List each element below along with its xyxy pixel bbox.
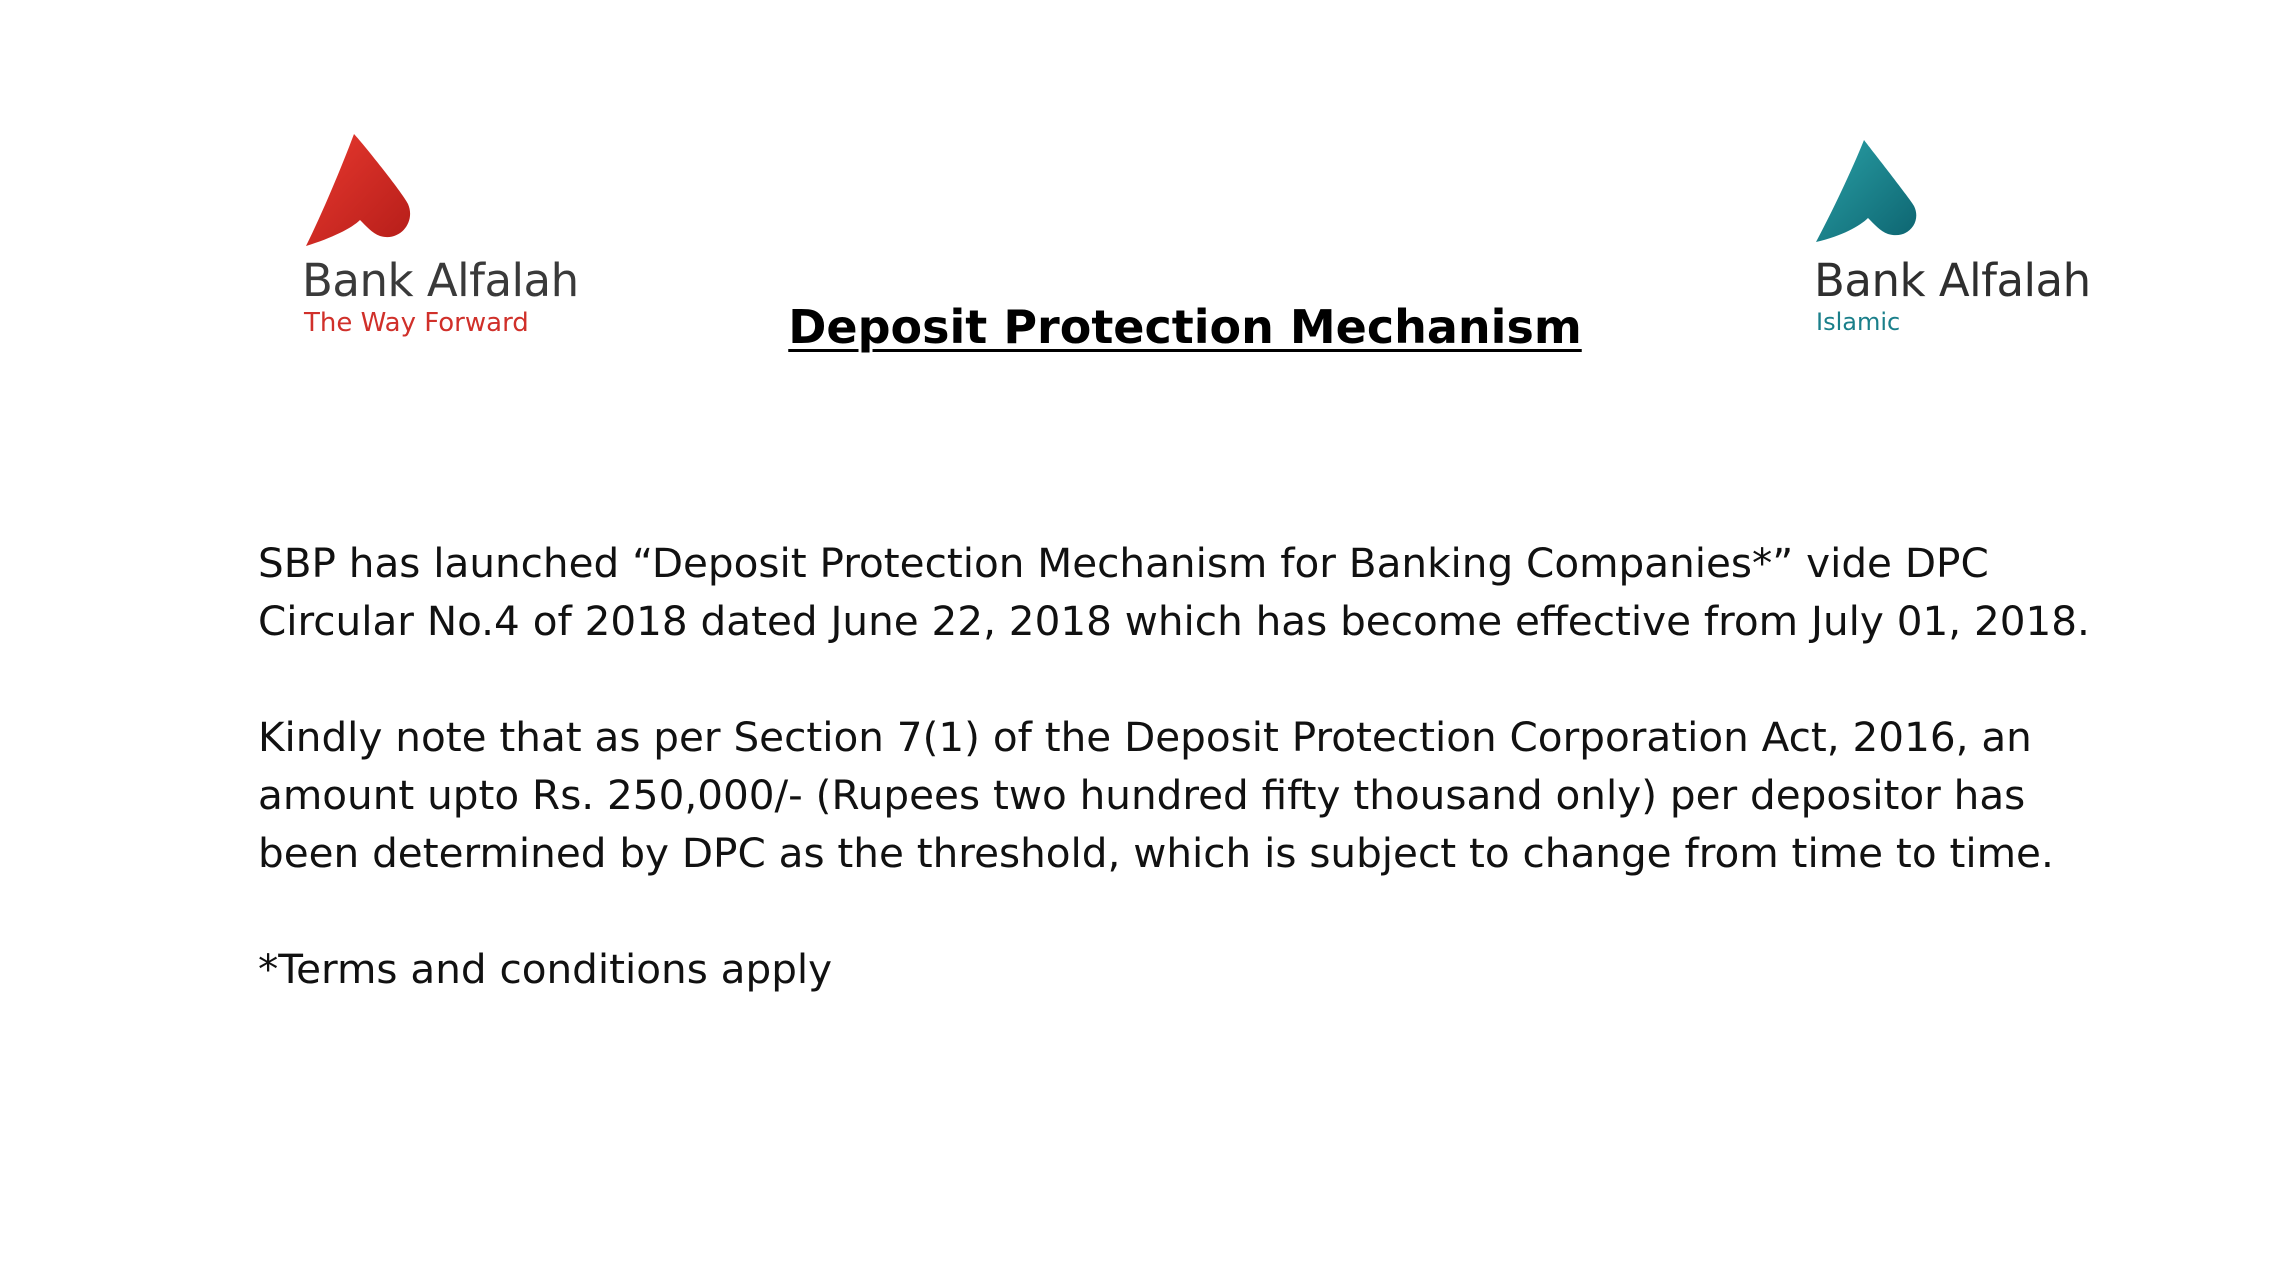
paragraph-terms: *Terms and conditions apply (258, 945, 833, 993)
body-text (258, 534, 2118, 1056)
paragraph-threshold: Kindly note that as per Section 7(1) of the Deposit Protection Corporation Act, 2016, an amount upto Rs. 250,000/- (Rupees two hundred fifty thousand only) per depositor has been determined by DPC as the threshold, which is subject to change from time to time. (258, 713, 2054, 877)
brand-tagline: The Way Forward (304, 308, 529, 338)
page-title: Deposit Protection Mechanism (788, 300, 1582, 354)
alfalah-flame-icon (302, 130, 422, 248)
brand-name: Bank Alfalah (302, 254, 579, 307)
brand-subtitle: Islamic (1816, 308, 1901, 336)
alfalah-islamic-flame-icon (1814, 138, 1926, 244)
paragraph-launch: SBP has launched “Deposit Protection Mechanism for Banking Companies*” vide DPC Circular No.4 of 2018 dated June 22, 2018 which has become effective from July 01, 2018. (258, 539, 2090, 645)
brand-name: Bank Alfalah (1814, 254, 2091, 307)
